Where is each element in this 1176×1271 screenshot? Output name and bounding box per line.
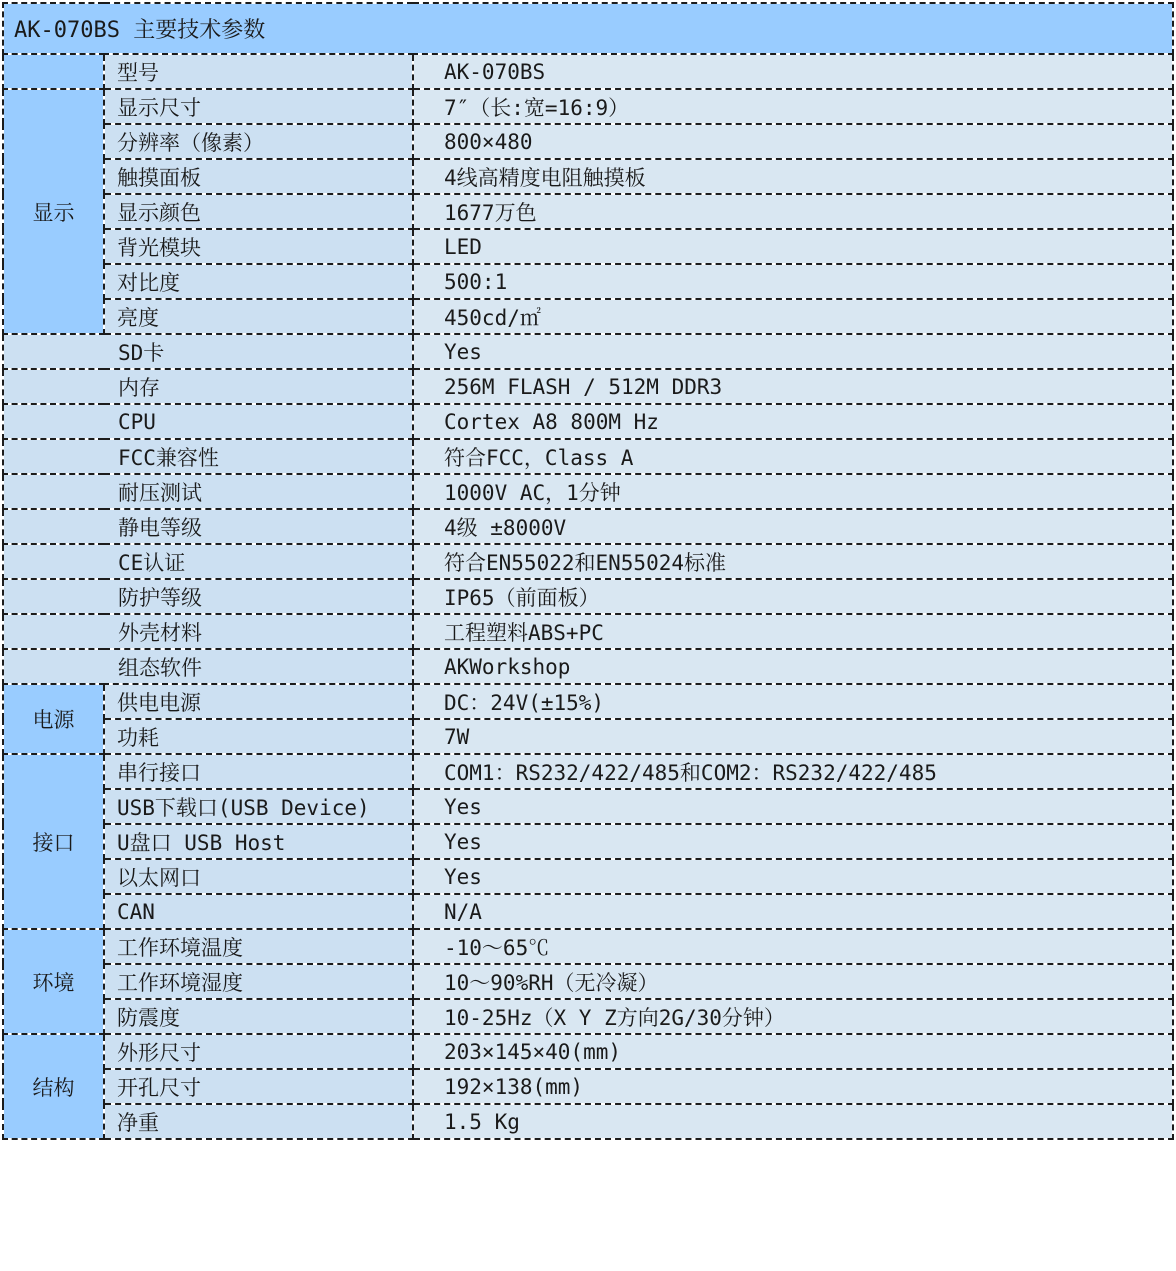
spec-value: 10-25Hz（X Y Z方向2G/30分钟）: [413, 999, 1173, 1034]
spec-row: [3, 1104, 1173, 1139]
spec-value: 7″（长:宽=16:9）: [413, 89, 1173, 124]
spec-name: 工作环境湿度: [104, 964, 413, 999]
spec-value: -10～65℃: [413, 929, 1173, 964]
spec-row: [3, 439, 1173, 474]
spec-name: CE认证: [3, 544, 413, 579]
spec-value: 192×138(mm): [413, 1069, 1173, 1104]
spec-name: 内存: [3, 369, 413, 404]
spec-table-body: [3, 3, 1173, 1139]
spec-value: COM1：RS232/422/485和COM2：RS232/422/485: [413, 754, 1173, 789]
spec-row: [3, 229, 1173, 264]
spec-name: CPU: [3, 404, 413, 439]
spec-name: 工作环境温度: [104, 929, 413, 964]
spec-row: [3, 299, 1173, 334]
spec-name: 分辨率（像素）: [104, 124, 413, 159]
spec-name: 以太网口: [104, 859, 413, 894]
title-row: [3, 3, 1173, 54]
spec-row: [3, 544, 1173, 579]
spec-row: [3, 1069, 1173, 1104]
spec-name: 显示尺寸: [104, 89, 413, 124]
spec-category: 接口: [3, 754, 104, 929]
spec-row: [3, 614, 1173, 649]
spec-name: 型号: [104, 54, 413, 89]
spec-name: 净重: [104, 1104, 413, 1139]
spec-value: AKWorkshop: [413, 649, 1173, 684]
spec-name: FCC兼容性: [3, 439, 413, 474]
spec-value: 1.5 Kg: [413, 1104, 1173, 1139]
spec-row: [3, 859, 1173, 894]
spec-name: 静电等级: [3, 509, 413, 544]
spec-value: DC：24V(±15%): [413, 684, 1173, 719]
spec-name: 串行接口: [104, 754, 413, 789]
spec-row: [3, 684, 1173, 719]
spec-name: 供电电源: [104, 684, 413, 719]
spec-value: 4线高精度电阻触摸板: [413, 159, 1173, 194]
spec-name: 防震度: [104, 999, 413, 1034]
spec-category: [3, 54, 104, 89]
spec-category: 电源: [3, 684, 104, 754]
spec-name: CAN: [104, 894, 413, 929]
spec-row: [3, 894, 1173, 929]
page-title: AK-070BS 主要技术参数: [3, 3, 1173, 54]
spec-value: 1000V AC，1分钟: [413, 474, 1173, 509]
spec-name: 显示颜色: [104, 194, 413, 229]
spec-name: 开孔尺寸: [104, 1069, 413, 1104]
spec-row: [3, 264, 1173, 299]
spec-row: [3, 334, 1173, 369]
spec-value: Yes: [413, 789, 1173, 824]
spec-table: [2, 2, 1174, 1140]
spec-value: 203×145×40(mm): [413, 1034, 1173, 1069]
spec-name: 组态软件: [3, 649, 413, 684]
spec-row: [3, 789, 1173, 824]
spec-name: 对比度: [104, 264, 413, 299]
spec-value: LED: [413, 229, 1173, 264]
spec-row: [3, 1034, 1173, 1069]
spec-row: [3, 719, 1173, 754]
spec-row: [3, 404, 1173, 439]
spec-row: [3, 964, 1173, 999]
spec-sheet: [2, 2, 1172, 1140]
spec-row: [3, 579, 1173, 614]
spec-value: AK-070BS: [413, 54, 1173, 89]
spec-row: [3, 999, 1173, 1034]
spec-name: 亮度: [104, 299, 413, 334]
spec-row: [3, 159, 1173, 194]
spec-category: 结构: [3, 1034, 104, 1139]
spec-row: [3, 509, 1173, 544]
spec-value: 1677万色: [413, 194, 1173, 229]
spec-value: 800×480: [413, 124, 1173, 159]
spec-value: 256M FLASH / 512M DDR3: [413, 369, 1173, 404]
spec-row: [3, 929, 1173, 964]
spec-name: 功耗: [104, 719, 413, 754]
spec-name: 防护等级: [3, 579, 413, 614]
spec-row: [3, 369, 1173, 404]
spec-name: 外形尺寸: [104, 1034, 413, 1069]
spec-name: SD卡: [3, 334, 413, 369]
spec-value: N/A: [413, 894, 1173, 929]
spec-value: 7W: [413, 719, 1173, 754]
spec-value: Yes: [413, 859, 1173, 894]
spec-value: Yes: [413, 334, 1173, 369]
spec-row: [3, 754, 1173, 789]
spec-value: Cortex A8 800M Hz: [413, 404, 1173, 439]
spec-value: 4级 ±8000V: [413, 509, 1173, 544]
spec-name: USB下载口(USB Device): [104, 789, 413, 824]
spec-name: 触摸面板: [104, 159, 413, 194]
spec-row: [3, 124, 1173, 159]
spec-name: 耐压测试: [3, 474, 413, 509]
spec-value: Yes: [413, 824, 1173, 859]
spec-name: 外壳材料: [3, 614, 413, 649]
spec-row: [3, 54, 1173, 89]
spec-value: 500:1: [413, 264, 1173, 299]
spec-category: 显示: [3, 89, 104, 334]
spec-value: 450cd/㎡: [413, 299, 1173, 334]
spec-name: U盘口 USB Host: [104, 824, 413, 859]
spec-value: IP65（前面板）: [413, 579, 1173, 614]
spec-value: 符合EN55022和EN55024标准: [413, 544, 1173, 579]
spec-row: [3, 194, 1173, 229]
spec-category: 环境: [3, 929, 104, 1034]
spec-row: [3, 474, 1173, 509]
spec-value: 10～90%RH（无冷凝）: [413, 964, 1173, 999]
spec-name: 背光模块: [104, 229, 413, 264]
spec-row: [3, 89, 1173, 124]
spec-row: [3, 824, 1173, 859]
spec-value: 符合FCC，Class A: [413, 439, 1173, 474]
spec-value: 工程塑料ABS+PC: [413, 614, 1173, 649]
spec-row: [3, 649, 1173, 684]
